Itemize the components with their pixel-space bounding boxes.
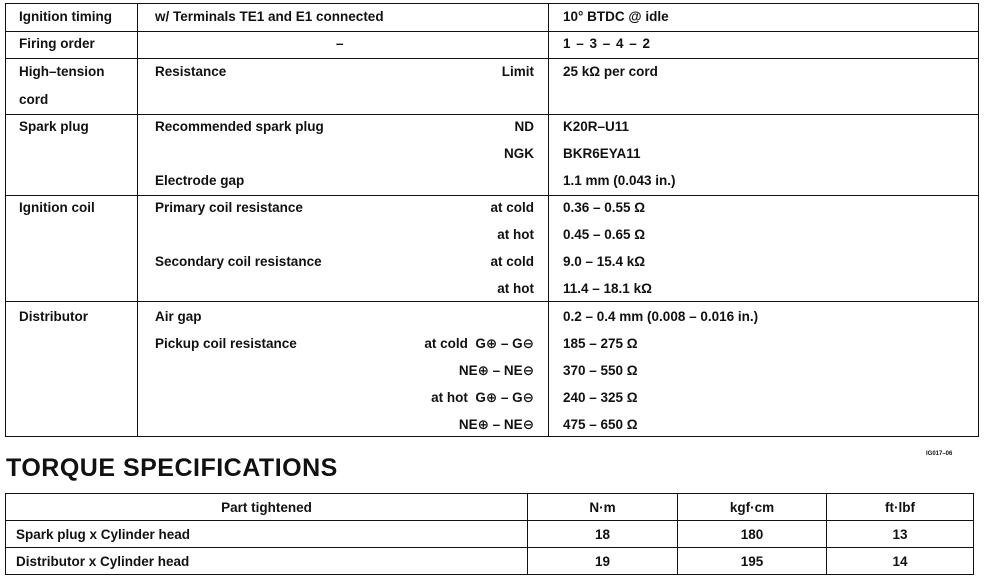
nd-qualifier: ND [514, 119, 534, 134]
resistance-label: Resistance [155, 64, 227, 79]
primary-cold-qualifier: at cold [490, 200, 534, 215]
primary-hot-value: 0.45 – 0.65 Ω [563, 227, 646, 242]
ignition-coil-label: Ignition coil [19, 200, 95, 215]
row-divider [6, 58, 978, 115]
pickup-cold-ne-qualifier: NE⊕ – NE⊖ [458, 363, 534, 378]
secondary-hot-qualifier: at hot [497, 281, 534, 296]
secondary-hot-value: 11.4 – 18.1 kΩ [563, 281, 652, 296]
pickup-cold-g-value: 185 – 275 Ω [563, 336, 638, 351]
pickup-hot-g-value: 240 – 325 Ω [563, 390, 638, 405]
pickup-hot-ne-qualifier: NE⊕ – NE⊖ [458, 417, 534, 432]
nm-cell: 18 [528, 521, 678, 548]
ngk-plug-value: BKR6EYA11 [563, 146, 641, 161]
column-divider [137, 4, 138, 436]
ngk-qualifier: NGK [504, 146, 534, 161]
secondary-coil-resistance-label: Secondary coil resistance [155, 254, 322, 269]
primary-coil-resistance-label: Primary coil resistance [155, 200, 303, 215]
ignition-timing-label: Ignition timing [19, 9, 112, 24]
recommended-spark-plug-label: Recommended spark plug [155, 119, 324, 134]
firing-order-condition: – [336, 36, 344, 51]
torque-header-row [6, 494, 974, 521]
air-gap-value: 0.2 – 0.4 mm (0.008 – 0.016 in.) [563, 309, 759, 324]
firing-order-label: Firing order [19, 36, 95, 51]
torque-table [5, 493, 974, 575]
table-row [6, 521, 974, 548]
figure-code: IG017–06 [926, 451, 953, 457]
nd-plug-value: K20R–U11 [563, 119, 630, 134]
kgf-cm-cell: 180 [678, 521, 827, 548]
limit-qualifier: Limit [501, 64, 534, 79]
secondary-cold-value: 9.0 – 15.4 kΩ [563, 254, 646, 269]
pickup-coil-resistance-label: Pickup coil resistance [155, 336, 297, 351]
pickup-hot-ne-value: 475 – 650 Ω [563, 417, 638, 432]
high-tension-cord-label-line2: cord [19, 92, 49, 107]
kgf-cm-cell: 195 [678, 548, 827, 575]
distributor-label: Distributor [19, 309, 88, 324]
header-kgf-cm: kgf·cm [678, 494, 827, 521]
header-ft-lbf: ft·lbf [827, 494, 974, 521]
electrode-gap-label: Electrode gap [155, 173, 245, 188]
part-cell: Spark plug x Cylinder head [6, 521, 528, 548]
air-gap-label: Air gap [155, 309, 202, 324]
primary-cold-value: 0.36 – 0.55 Ω [563, 200, 646, 215]
ignition-timing-value: 10° BTDC @ idle [563, 9, 669, 24]
column-divider [548, 4, 549, 436]
pickup-cold-ne-value: 370 – 550 Ω [563, 363, 638, 378]
specifications-table [5, 3, 979, 437]
torque-specifications-title: TORQUE SPECIFICATIONS [6, 454, 338, 482]
nm-cell: 19 [528, 548, 678, 575]
firing-order-value: 1 – 3 – 4 – 2 [563, 36, 652, 51]
row-divider [6, 4, 978, 32]
table-row [6, 548, 974, 575]
pickup-hot-g-qualifier: at hot G⊕ – G⊖ [431, 390, 534, 405]
pickup-cold-g-qualifier: at cold G⊕ – G⊖ [424, 336, 534, 351]
row-divider [6, 31, 978, 59]
primary-hot-qualifier: at hot [497, 227, 534, 242]
cord-resistance-value: 25 kΩ per cord [563, 64, 658, 79]
ft-lbf-cell: 13 [827, 521, 974, 548]
ft-lbf-cell: 14 [827, 548, 974, 575]
electrode-gap-value: 1.1 mm (0.043 in.) [563, 173, 676, 188]
part-cell: Distributor x Cylinder head [6, 548, 528, 575]
row-divider [6, 114, 978, 196]
secondary-cold-qualifier: at cold [490, 254, 534, 269]
spark-plug-label: Spark plug [19, 119, 89, 134]
header-part-tightened: Part tightened [6, 494, 528, 521]
high-tension-cord-label: High–tension [19, 64, 105, 79]
ignition-timing-condition: w/ Terminals TE1 and E1 connected [155, 9, 384, 24]
header-nm: N·m [528, 494, 678, 521]
